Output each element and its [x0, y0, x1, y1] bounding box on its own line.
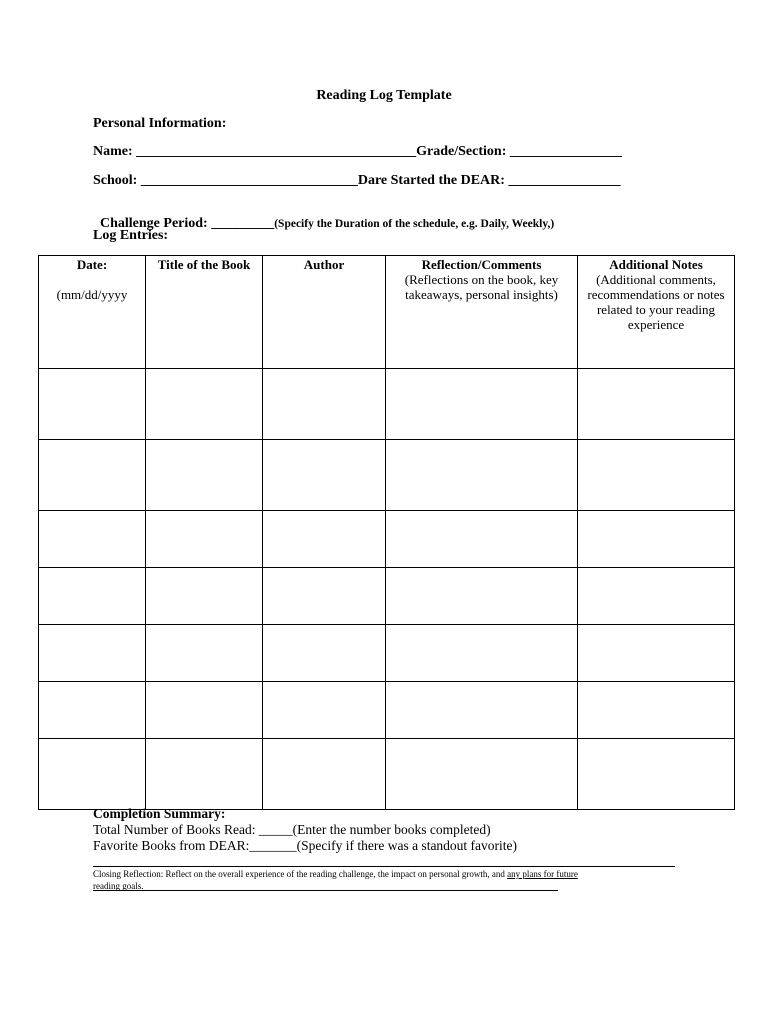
author-cell[interactable]: [263, 682, 386, 739]
notes-header-hint: (Additional comments, recommendations or notes related to your reading experience: [587, 272, 725, 332]
closing-reflection-text: Closing Reflection: Reflect on the overall experience of the reading challenge, the impact on personal growth, and: [93, 869, 508, 879]
author-cell[interactable]: [263, 625, 386, 682]
table-header-row: [39, 256, 735, 369]
date-cell[interactable]: [39, 511, 146, 568]
date-format-hint: (mm/dd/yyyy: [56, 287, 128, 302]
author-cell[interactable]: [263, 511, 386, 568]
date-header-label: Date:: [76, 257, 108, 272]
closing-reflection-underlined: any plans for future: [507, 869, 578, 879]
author-header-label: Author: [303, 257, 345, 272]
log-entries-label: Log Entries:: [93, 228, 169, 243]
reflection-cell[interactable]: [386, 682, 578, 739]
notes-cell[interactable]: [578, 369, 735, 440]
school-dear-line: School: _______________________________Dare Started the DEAR: ________________: [93, 173, 621, 188]
reflection-header-label: Reflection/Comments: [421, 257, 542, 272]
author-cell[interactable]: [263, 440, 386, 511]
table-row: [39, 511, 735, 568]
reflection-cell[interactable]: [386, 440, 578, 511]
author-cell[interactable]: [263, 369, 386, 440]
title-cell[interactable]: [146, 369, 263, 440]
date-cell[interactable]: [39, 625, 146, 682]
reflection-cell[interactable]: [386, 511, 578, 568]
notes-cell[interactable]: [578, 625, 735, 682]
notes-cell[interactable]: [578, 568, 735, 625]
notes-cell[interactable]: [578, 511, 735, 568]
reflection-cell[interactable]: [386, 568, 578, 625]
reflection-cell[interactable]: [386, 625, 578, 682]
author-cell[interactable]: [263, 568, 386, 625]
closing-rule-bottom: [93, 890, 558, 891]
reflection-cell[interactable]: [386, 369, 578, 440]
page-title: Reading Log Template: [316, 88, 452, 103]
date-cell[interactable]: [39, 568, 146, 625]
title-column-header: [146, 256, 263, 369]
reading-log-table: [38, 255, 735, 810]
reflection-header-hint: (Reflections on the book, key takeaways, personal insights): [404, 272, 559, 302]
title-header-label: Title of the Book: [157, 257, 251, 272]
date-cell[interactable]: [39, 440, 146, 511]
table-row: [39, 369, 735, 440]
closing-reflection: [93, 868, 693, 892]
table-row: [39, 682, 735, 739]
closing-rule-top: [93, 866, 675, 867]
notes-cell[interactable]: [578, 682, 735, 739]
title-cell[interactable]: [146, 625, 263, 682]
date-cell[interactable]: [39, 682, 146, 739]
notes-column-header: [578, 256, 735, 369]
title-cell[interactable]: [146, 568, 263, 625]
personal-info-label: Personal Information:: [93, 116, 227, 131]
notes-header-label: Additional Notes: [609, 257, 703, 272]
closing-reflection-text-end: reading goals.: [93, 881, 144, 891]
table-row: [39, 625, 735, 682]
table-row: [39, 568, 735, 625]
reflection-column-header: [386, 256, 578, 369]
name-grade-line: Name: ________________________________________Grade/Section: ________________: [93, 144, 622, 159]
total-books-line: Total Number of Books Read: _____(Enter the number books completed): [93, 822, 491, 837]
author-cell[interactable]: [263, 739, 386, 810]
notes-cell[interactable]: [578, 739, 735, 810]
title-cell[interactable]: [146, 682, 263, 739]
reflection-cell[interactable]: [386, 739, 578, 810]
table-row: [39, 440, 735, 511]
favorite-books-line: Favorite Books from DEAR:_______(Specify if there was a standout favorite): [93, 838, 518, 853]
challenge-period-label: Challenge Period: _________: [100, 216, 275, 231]
date-cell[interactable]: [39, 369, 146, 440]
author-column-header: [263, 256, 386, 369]
completion-summary-heading: Completion Summary:: [93, 806, 226, 821]
title-cell[interactable]: [146, 511, 263, 568]
date-cell[interactable]: [39, 739, 146, 810]
notes-cell[interactable]: [578, 440, 735, 511]
challenge-period-note: (Specify the Duration of the schedule, e.g. Daily, Weekly,): [274, 218, 555, 230]
table-row: [39, 739, 735, 810]
date-column-header: [39, 256, 146, 369]
completion-summary: [93, 806, 517, 854]
title-cell[interactable]: [146, 440, 263, 511]
title-cell[interactable]: [146, 739, 263, 810]
